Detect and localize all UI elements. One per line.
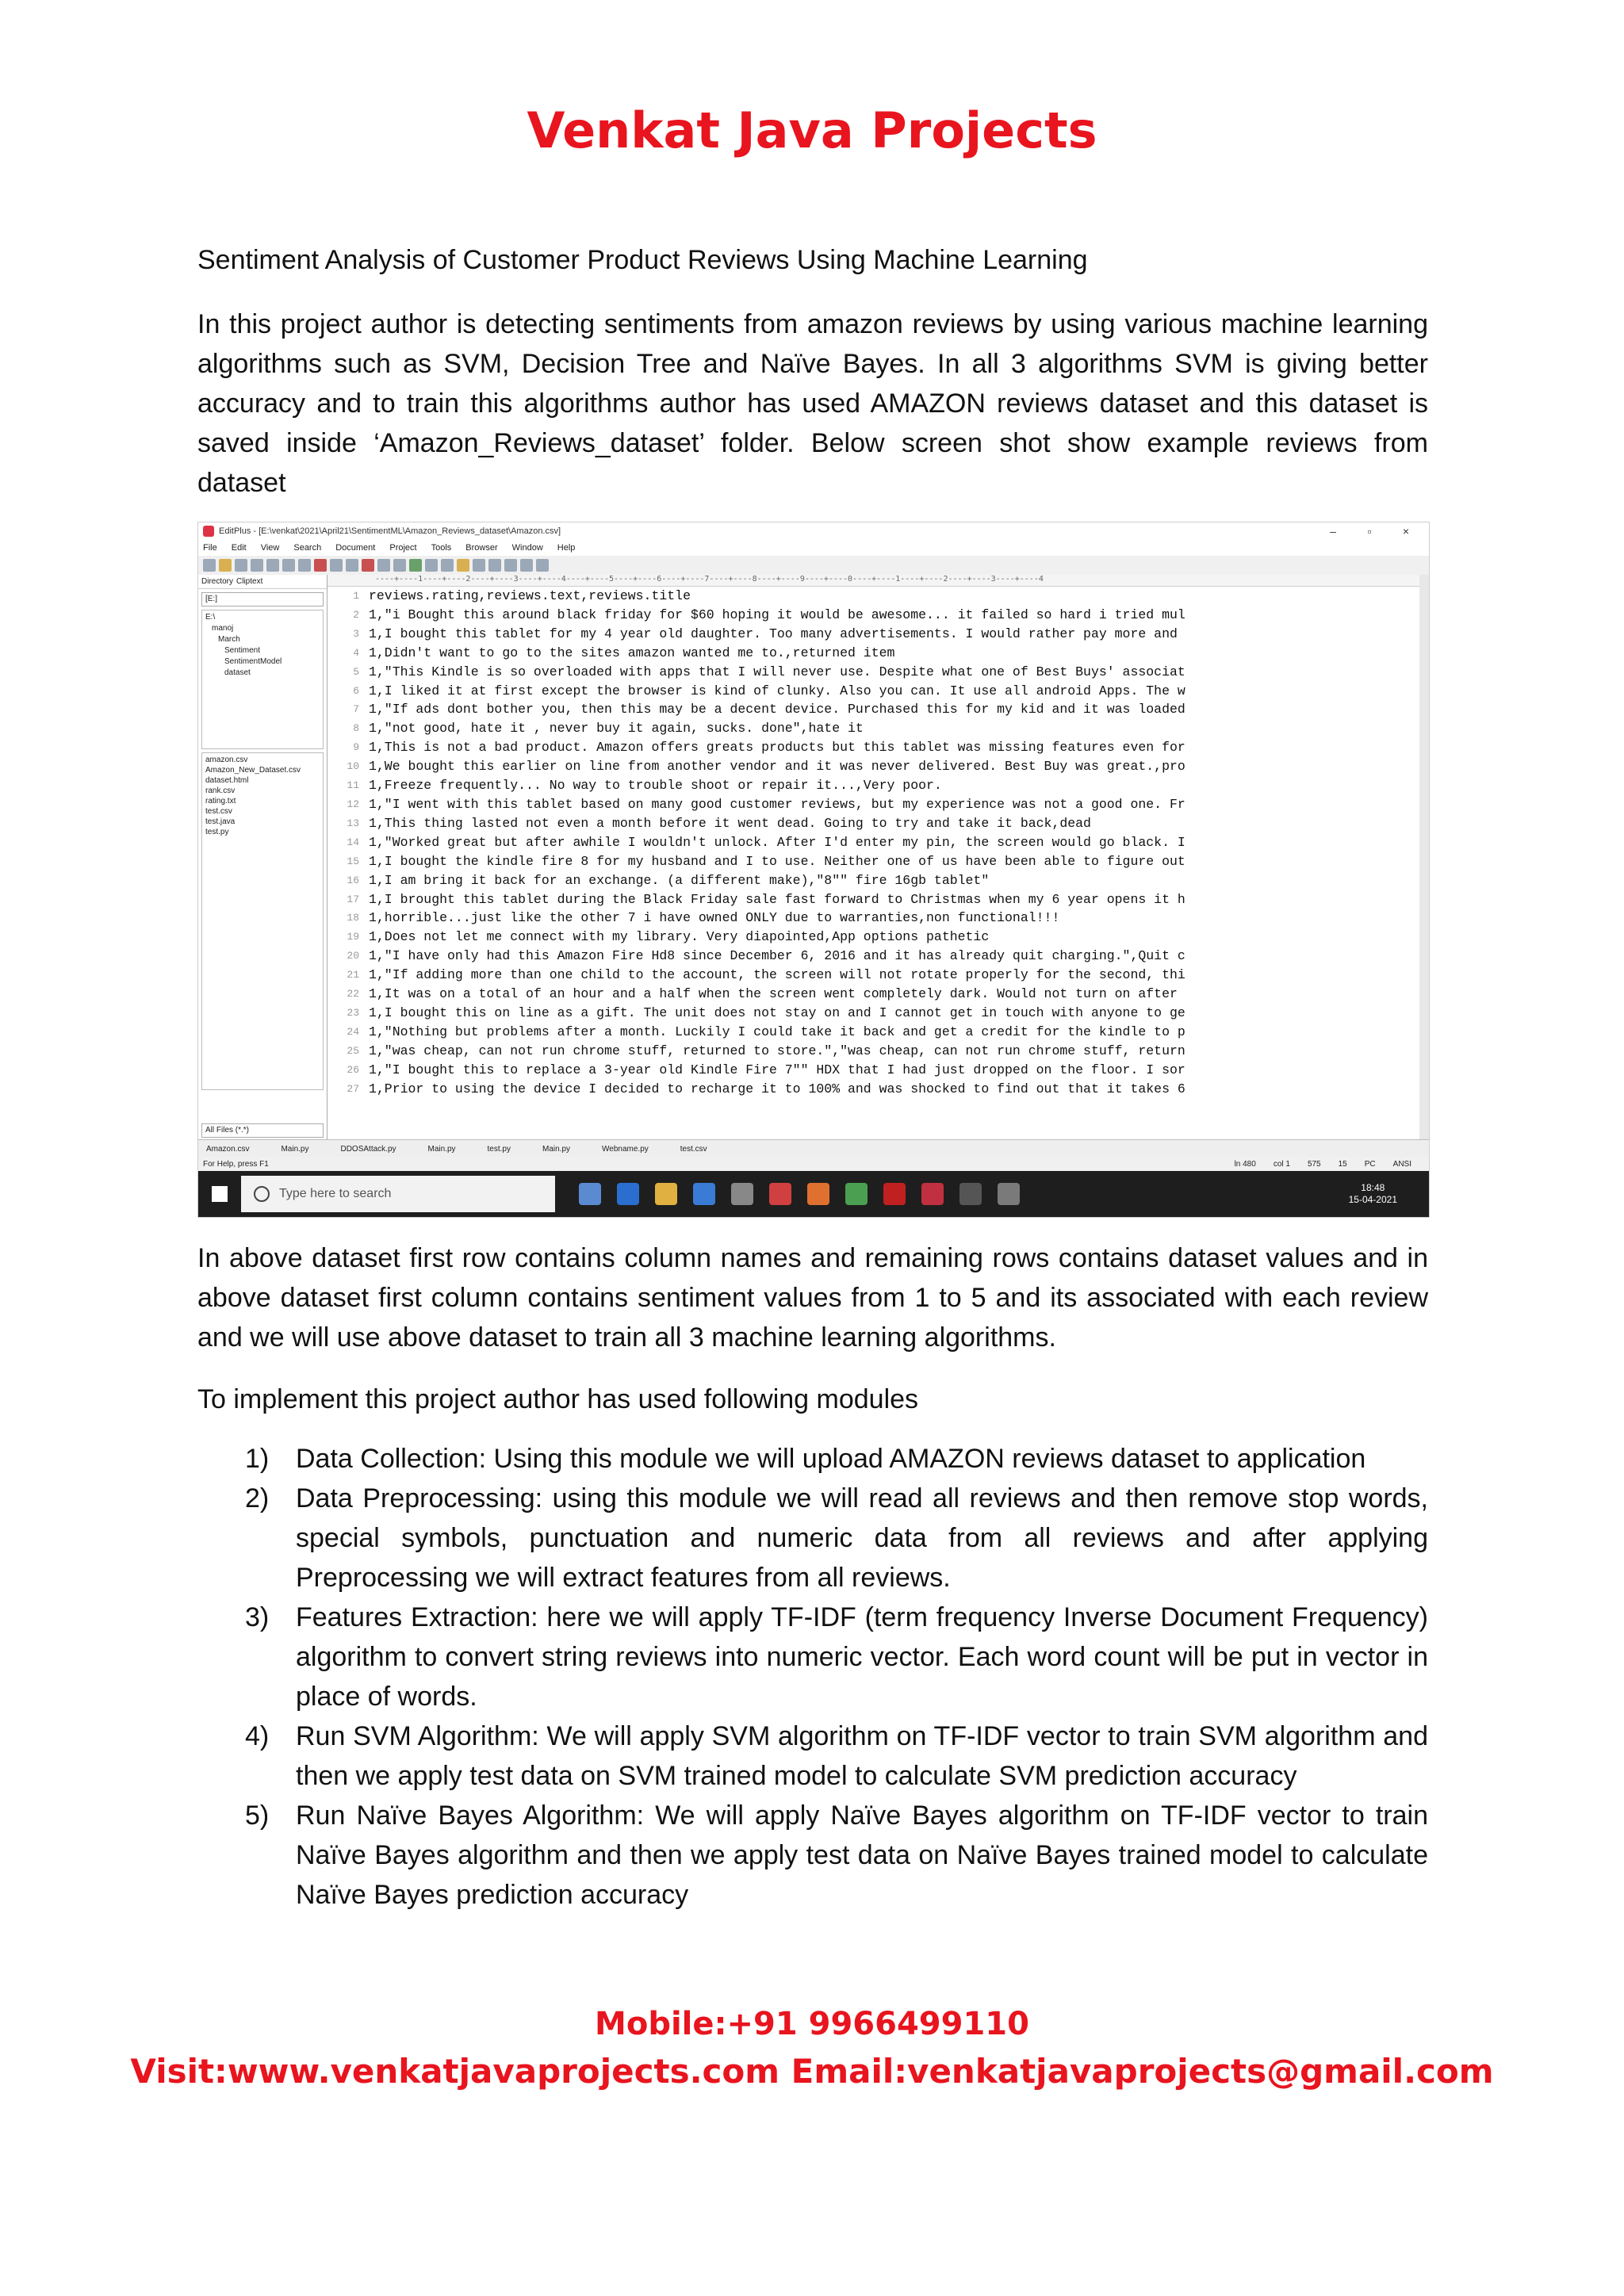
folder-item[interactable]: SentimentModel (224, 657, 282, 666)
menu-item-file[interactable]: File (203, 543, 217, 553)
dataset-description: In above dataset first row contains column names and remaining rows contains dataset values and in above dataset first column contains sentiment values from 1 to 5 and its associated with each review and we will use above dataset to train all 3 machine learning algorithms. (197, 1243, 1428, 1353)
directory-pane (198, 575, 327, 1139)
status-linebreak: PC (1364, 1159, 1376, 1169)
cut-icon[interactable] (314, 559, 327, 572)
file-item[interactable]: dataset.html (205, 776, 249, 785)
editor-line (327, 833, 1419, 852)
goto-icon[interactable] (441, 559, 454, 572)
line-number: 7 (353, 703, 359, 716)
line-text: 1,"If adding more than one child to the account, the screen will not rotate properly for the second, thi (369, 967, 1185, 983)
line-number: 17 (347, 893, 359, 905)
editor-line (327, 890, 1419, 909)
line-number: 27 (347, 1082, 359, 1095)
modules-list (197, 1439, 1428, 1915)
menu-item-edit[interactable]: Edit (231, 543, 247, 553)
editor-line (327, 947, 1419, 966)
list-item: 3) Features Extraction: here we will apply TF-IDF (term frequency Inverse Document Frequency) algorithm to convert string reviews into numeric vector. Each word count will be put in vector in place of words. (245, 1602, 1428, 1712)
editor-line (327, 985, 1419, 1004)
editor-line (327, 1061, 1419, 1080)
file-list[interactable] (201, 752, 324, 1090)
file-item[interactable]: Amazon_New_Dataset.csv (205, 766, 301, 775)
taskbar-apps (579, 1183, 1020, 1205)
line-text: 1,We bought this earlier on line from another vendor and it was never delivered. Best Buy was great.,pro (369, 759, 1185, 775)
file-tab[interactable]: Main.py (281, 1144, 309, 1154)
editor-line (327, 795, 1419, 814)
dataset-screenshot (197, 522, 1430, 1218)
line-text: 1,"If ads dont bother you, then this may be a decent device. Purchased this for my kid and it was loaded (369, 702, 1185, 718)
line-text: 1,"Worked great but after awhile I wouldn't unlock. After I'd enter my pin, the screen would go black. I (369, 834, 1185, 850)
line-text: 1,Didn't want to go to the sites amazon wanted me to.,returned item (369, 645, 895, 660)
status-count: 575 (1307, 1159, 1321, 1169)
folder-tree[interactable] (201, 610, 324, 749)
toolbar (198, 556, 1429, 576)
folder-item[interactable]: dataset (224, 668, 251, 677)
list-item: 2) Data Preprocessing: using this module we will read all reviews and then remove stop words, special symbols, punctuation and numeric data from all reviews and after applying Preprocessing we will extract features from all reviews. (245, 1483, 1428, 1593)
line-text: 1,"Nothing but problems after a month. Luckily I could take it back and get a credit for the kindle to p (369, 1024, 1185, 1039)
line-text: 1,"I bought this to replace a 3-year old Kindle Fire 7"" HDX that I had just dropped on the floor. I sor (369, 1062, 1185, 1077)
editor-lines[interactable] (327, 587, 1419, 1098)
save-icon[interactable] (235, 559, 247, 572)
redo-icon[interactable] (393, 559, 406, 572)
page-title: Venkat Java Projects (527, 101, 1097, 159)
line-text: 1,"i Bought this around black friday for $60 hoping it would be awesome... it failed so hard i tried mul (369, 607, 1185, 622)
line-text: 1,"I have only had this Amazon Fire Hd8 since December 6, 2016 and it has already quit charging.",Quit c (369, 948, 1185, 964)
line-number: 4 (353, 646, 359, 659)
line-text: 1,"I went with this tablet based on many good customer reviews, but my experience was not a good one. Fr (369, 796, 1185, 812)
status-line: ln 480 (1234, 1159, 1256, 1169)
copy-icon[interactable] (330, 559, 343, 572)
mail-icon[interactable] (617, 1183, 639, 1205)
modules-intro: To implement this project author has used following modules (197, 1384, 919, 1414)
line-text: 1,This is not a bad product. Amazon offers greats products but this tablet was missing features even for (369, 740, 1185, 756)
settings-icon[interactable] (998, 1183, 1020, 1205)
editor-line (327, 606, 1419, 625)
minimize-icon[interactable]: – (1330, 525, 1336, 538)
list-item: 5) Run Naïve Bayes Algorithm: We will apply Naïve Bayes algorithm on TF-IDF vector to train Naïve Bayes algorithm and then we apply test data on Naïve Bayes trained model to calculate Naïve Bayes prediction accuracy (245, 1800, 1428, 1910)
line-text: 1,I am bring it back for an exchange. (a different make),"8"" fire 16gb tablet" (369, 872, 990, 888)
file-item[interactable]: rating.txt (205, 797, 236, 806)
line-number: 23 (347, 1006, 359, 1019)
line-text: 1,I bought the kindle fire 8 for my husband and I to use. Neither one of us have been able to figure out (369, 853, 1185, 869)
footer-contact: Visit:www.venkatjavaprojects.com Email:venkatjavaprojects@gmail.com (130, 2052, 1494, 2091)
line-number: 6 (353, 684, 359, 697)
document-tabs (198, 1139, 1430, 1158)
line-text: 1,horrible...just like the other 7 i have owned ONLY due to warranties,non functional!!! (369, 910, 1060, 926)
drive-select[interactable]: [E:] (201, 592, 324, 607)
line-number: 15 (347, 855, 359, 867)
document-subtitle: Sentiment Analysis of Customer Product Reviews Using Machine Learning (197, 245, 1088, 275)
chrome-icon[interactable] (845, 1183, 868, 1205)
browser-icon[interactable] (457, 559, 469, 572)
editor-line (327, 814, 1419, 833)
clock-time: 18:48 (1361, 1182, 1385, 1193)
search-icon (254, 1186, 270, 1202)
line-text: 1,"not good, hate it , never buy it again, sucks. done",hate it (369, 721, 864, 737)
line-text: 1,Freeze frequently... No way to trouble shoot or repair it...,Very poor. (369, 778, 942, 794)
menu-item-window[interactable]: Window (511, 543, 543, 553)
clock-date: 15-04-2021 (1348, 1194, 1397, 1205)
line-text: reviews.rating,reviews.text,reviews.title (369, 588, 691, 603)
folder-item[interactable]: E:\ (205, 613, 216, 622)
line-text: 1,"This Kindle is so overloaded with apps that I will never use. Despite what one of Best Buys' associat (369, 664, 1185, 679)
windows-logo-icon (212, 1186, 228, 1202)
start-button[interactable] (198, 1171, 241, 1217)
line-number: 2 (353, 608, 359, 621)
menu-item-view[interactable]: View (260, 543, 280, 553)
status-col: col 1 (1273, 1159, 1290, 1169)
line-number: 26 (347, 1063, 359, 1076)
line-number: 5 (353, 665, 359, 678)
editor-line (327, 625, 1419, 644)
file-tab[interactable]: test.py (487, 1144, 511, 1154)
file-item[interactable]: rank.csv (205, 786, 236, 795)
line-number: 8 (353, 722, 359, 735)
line-number-icon[interactable] (504, 559, 517, 572)
taskbar-search[interactable] (241, 1176, 555, 1212)
print-preview-icon[interactable] (282, 559, 295, 572)
folder-item[interactable]: Sentiment (224, 646, 261, 655)
line-text: 1,"was cheap, can not run chrome stuff, returned to store.","was cheap, can not run chrome stuff, return (369, 1043, 1185, 1058)
editor-line (327, 909, 1419, 928)
paste-icon[interactable] (346, 559, 358, 572)
file-item[interactable]: test.csv (205, 807, 232, 816)
intro-paragraph: In this project author is detecting sentiments from amazon reviews by using various machine learning algorithms such as SVM, Decision Tree and Naïve Bayes. In all 3 algorithms SVM is giving better accuracy and to train this algorithms author has used AMAZON reviews dataset and this dataset is saved inside ‘Amazon_Reviews_dataset’ folder. Below screen shot show example reviews from dataset (197, 309, 1428, 498)
window-titlebar (198, 522, 1429, 540)
task-view-icon[interactable] (579, 1183, 601, 1205)
editor-line (327, 852, 1419, 871)
tab-directory[interactable]: Directory (201, 577, 234, 586)
delete-icon[interactable] (362, 559, 374, 572)
editor-line (327, 1004, 1419, 1023)
line-number: 10 (347, 760, 359, 773)
vertical-scrollbar[interactable] (1419, 575, 1429, 1139)
restore-icon[interactable]: ▫ (1367, 525, 1372, 538)
screen-icon[interactable] (520, 559, 533, 572)
menu-item-document[interactable]: Document (335, 543, 376, 553)
editor-line (327, 757, 1419, 776)
print-icon[interactable] (266, 559, 279, 572)
editor-line (327, 1080, 1419, 1099)
menu-item-project[interactable]: Project (389, 543, 417, 553)
list-item: 1) Data Collection: Using this module we will upload AMAZON reviews dataset to application (245, 1444, 1366, 1474)
editor-line (327, 644, 1419, 663)
windows-taskbar (198, 1171, 1429, 1217)
file-tab[interactable]: Amazon.csv (206, 1144, 250, 1154)
menu-item-tools[interactable]: Tools (431, 543, 452, 553)
file-tab[interactable]: DDOSAttack.py (340, 1144, 396, 1154)
media-icon[interactable] (769, 1183, 791, 1205)
acrobat-icon[interactable] (883, 1183, 906, 1205)
line-number: 3 (353, 627, 359, 640)
tab-cliptext[interactable]: Cliptext (236, 577, 263, 586)
undo-icon[interactable] (377, 559, 390, 572)
line-number: 1 (353, 590, 359, 602)
line-number: 22 (347, 988, 359, 1001)
line-text: 1,This thing lasted not even a month before it went dead. Going to try and take it back,dead (369, 815, 1091, 831)
line-number: 24 (347, 1025, 359, 1038)
line-number: 12 (347, 798, 359, 810)
line-number: 14 (347, 836, 359, 848)
editor-line (327, 738, 1419, 757)
line-text: 1,It was on a total of an hour and a half when the screen went completely dark. Would not turn on after (369, 986, 1178, 1002)
line-number: 18 (347, 912, 359, 924)
line-text: 1,Prior to using the device I decided to recharge it to 100% and was shocked to find out that it takes 6 (369, 1081, 1185, 1096)
line-text: 1,I bought this tablet for my 4 year old daughter. Too many advertisements. I would rather pay more and (369, 626, 1178, 641)
store-icon[interactable] (731, 1183, 753, 1205)
file-item[interactable]: test.py (205, 828, 229, 836)
status-encoding: ANSI (1392, 1159, 1411, 1169)
help-icon[interactable] (536, 559, 549, 572)
menu-item-search[interactable]: Search (293, 543, 322, 553)
spell-check-icon[interactable] (298, 559, 311, 572)
line-number: 25 (347, 1044, 359, 1057)
line-number: 20 (347, 950, 359, 962)
status-count-2: 15 (1338, 1159, 1347, 1169)
editor-line (327, 700, 1419, 719)
editor-line (327, 776, 1419, 795)
editor-line (327, 928, 1419, 947)
editor-line (327, 587, 1419, 606)
save-all-icon[interactable] (251, 559, 263, 572)
line-text: 1,I liked it at first except the browser is kind of clunky. Also you can. It use all android Apps. The w (369, 683, 1185, 698)
open-file-icon[interactable] (219, 559, 232, 572)
editor-line (327, 682, 1419, 701)
window-title: EditPlus - [E:\venkat\2021\April21\SentimentML\Amazon_Reviews_dataset\Amazon.csv] (219, 526, 561, 536)
menu-item-browser[interactable]: Browser (465, 543, 498, 553)
editor-line (327, 1023, 1419, 1042)
line-number: 19 (347, 931, 359, 943)
line-number: 21 (347, 969, 359, 982)
file-tab[interactable]: Webname.py (602, 1144, 649, 1154)
editor-line (327, 663, 1419, 682)
file-item[interactable]: test.java (205, 817, 236, 826)
file-tab[interactable]: Main.py (542, 1144, 571, 1154)
line-text: 1,I brought this tablet during the Black Friday sale fast forward to Christmas when my 6 year opens it h (369, 891, 1185, 907)
find-icon[interactable] (409, 559, 422, 572)
editor-line (327, 719, 1419, 738)
editor-line (327, 1042, 1419, 1061)
new-file-icon[interactable] (203, 559, 216, 572)
line-text: 1,Does not let me connect with my library. Very diapointed,App options pathetic (369, 929, 990, 945)
taskbar-clock[interactable] (1349, 1182, 1397, 1206)
edge-icon[interactable] (693, 1183, 715, 1205)
file-filter-select[interactable]: All Files (*.*) (201, 1123, 324, 1138)
folder-item[interactable]: manoj (212, 624, 234, 633)
menu-item-help[interactable]: Help (557, 543, 576, 553)
column-ruler: ----+----1----+----2----+----3----+----4----+----5----+----6----+----7----+----8----+----9----+----0----+----1----+----2----+----3----+----4 (327, 575, 1419, 587)
folder-item[interactable]: March (218, 635, 240, 644)
file-tab[interactable]: test.csv (680, 1144, 707, 1154)
replace-icon[interactable] (425, 559, 438, 572)
line-number: 16 (347, 874, 359, 886)
directory-tabs (198, 575, 327, 589)
line-number: 11 (347, 779, 359, 792)
search-placeholder: Type here to search (279, 1187, 392, 1200)
list-item: 4) Run SVM Algorithm: We will apply SVM algorithm on TF-IDF vector to train SVM algorithm and then we apply test data on SVM trained model to calculate SVM prediction accuracy (245, 1721, 1428, 1791)
file-item[interactable]: amazon.csv (205, 756, 248, 764)
editor-line (327, 871, 1419, 890)
status-bar (198, 1157, 1429, 1171)
file-explorer-icon[interactable] (655, 1183, 677, 1205)
editplus-app-icon (203, 526, 214, 537)
word-wrap-icon[interactable] (473, 559, 485, 572)
file-tab[interactable]: Main.py (427, 1144, 456, 1154)
line-text: 1,I bought this on line as a gift. The unit does not stay on and I cannot get in touch with anyone to ge (369, 1004, 1185, 1020)
line-number: 13 (347, 817, 359, 829)
firefox-icon[interactable] (807, 1183, 829, 1205)
line-number: 9 (353, 741, 359, 754)
menu-bar (198, 540, 1429, 556)
text-editor[interactable] (327, 575, 1419, 1139)
ruler-icon[interactable] (488, 559, 501, 572)
editplus-taskbar-icon[interactable] (921, 1183, 944, 1205)
footer-mobile: Mobile:+91 9966499110 (595, 2006, 1029, 2042)
status-help: For Help, press F1 (203, 1159, 269, 1169)
editor-line (327, 966, 1419, 985)
cmd-icon[interactable] (959, 1183, 982, 1205)
close-icon[interactable]: × (1402, 525, 1410, 538)
